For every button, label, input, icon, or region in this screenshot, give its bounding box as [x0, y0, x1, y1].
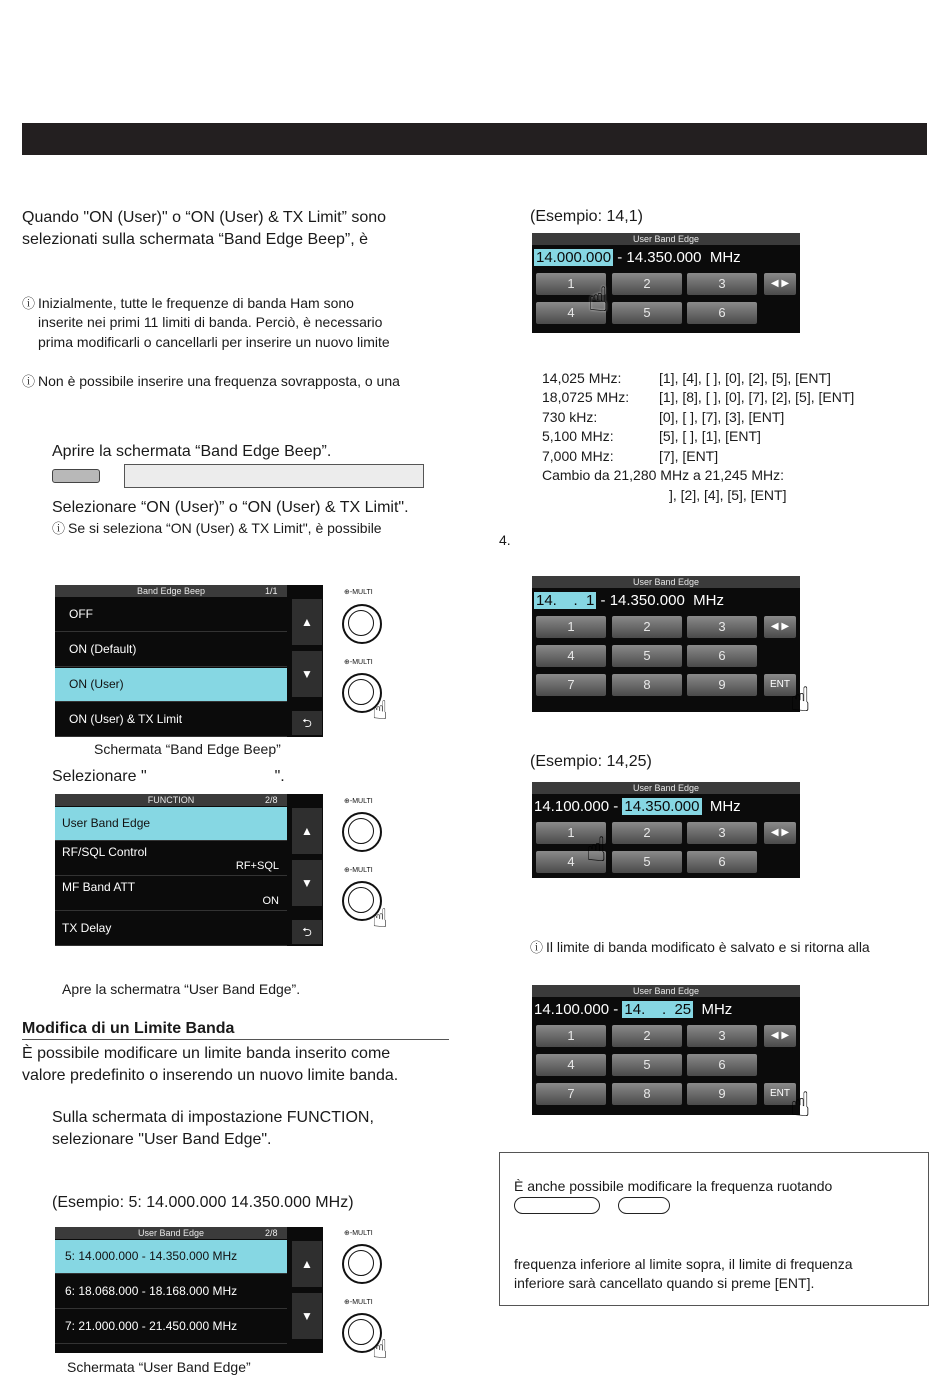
table-keys: [0], [ ], [7], [3], [ENT]	[659, 409, 785, 425]
hand-pointer-icon: ☝	[790, 1086, 811, 1124]
example-5: (Esempio: 5: 14.000.000 14.350.000 MHz)	[52, 1194, 354, 1211]
keypad-screen-2	[532, 576, 800, 712]
change-line: Cambio da 21,280 MHz a 21,245 MHz:	[542, 467, 785, 483]
multi-dial-icon	[342, 604, 382, 644]
key-9[interactable]: 9	[687, 1083, 757, 1105]
hand-pointer-icon: ☝	[790, 681, 811, 719]
multi-dial-icon	[342, 812, 382, 852]
function-screen	[55, 794, 323, 946]
step-1-text: Aprire la schermata “Band Edge Beep”.	[52, 443, 332, 460]
hand-pointer-icon: ☝	[372, 903, 388, 933]
multi-label: ⊕-MULTI	[344, 867, 373, 874]
multi-label: ⊕-MULTI	[344, 798, 373, 805]
intro-line-2: selezionati sulla schermata “Band Edge Beep”, è	[22, 231, 368, 248]
down-arrow-button[interactable]: ▼	[292, 1293, 322, 1339]
hand-pointer-icon: ☝	[586, 831, 607, 869]
table-keys: [1], [8], [ ], [0], [7], [2], [5], [ENT]	[659, 389, 855, 405]
section-p2: valore predefinito o inserendo un nuovo limite banda.	[22, 1067, 399, 1084]
path-box	[124, 464, 424, 488]
key-2[interactable]: 2	[612, 616, 682, 638]
page-indicator: 2/8	[265, 1228, 278, 1238]
caption-beep: Schermata “Band Edge Beep”	[94, 741, 281, 757]
multi-label: ⊕-MULTI	[344, 659, 373, 666]
hand-pointer-icon: ☝	[588, 281, 609, 319]
screen-title: User Band Edge	[532, 985, 800, 997]
table-keys: [7], [ENT]	[659, 448, 719, 464]
note-icon: ⓘ	[530, 940, 544, 955]
list-item[interactable]: TX Delay	[55, 912, 287, 946]
key-2[interactable]: 2	[612, 273, 682, 295]
caption-ube: Schermata “User Band Edge”	[67, 1359, 251, 1375]
key-6[interactable]: 6	[687, 851, 757, 873]
example-1: (Esempio: 14,1)	[530, 208, 643, 225]
list-item[interactable]: MF Band ATT ON	[55, 877, 287, 911]
hand-pointer-icon: ☝	[372, 1334, 388, 1364]
key-1[interactable]: 1	[536, 1025, 606, 1047]
list-item-selected[interactable]: User Band Edge	[55, 807, 287, 841]
key-5[interactable]: 5	[612, 851, 682, 873]
frequency-display: 14.000.000 - 14.350.000 MHz	[536, 249, 741, 266]
key-8[interactable]: 8	[612, 674, 682, 696]
list-item[interactable]: 6: 18.068.000 - 18.168.000 MHz	[55, 1275, 287, 1309]
key-6[interactable]: 6	[687, 302, 757, 324]
multi-label: ⊕-MULTI	[344, 1230, 373, 1237]
key-3[interactable]: 3	[687, 1025, 757, 1047]
left-right-key[interactable]: ◀ ▶	[764, 616, 796, 638]
list-item[interactable]: 7: 21.000.000 - 21.450.000 MHz	[55, 1310, 287, 1344]
screen-title: User Band Edge	[55, 1227, 287, 1239]
step-4: 4.	[499, 532, 511, 548]
frequency-display: 14. . 1 - 14.350.000 MHz	[536, 592, 724, 609]
table-keys: [5], [ ], [1], [ENT]	[659, 428, 761, 444]
user-band-edge-list-screen	[55, 1227, 323, 1353]
table-freq: 5,100 MHz:	[542, 428, 614, 444]
down-arrow-button[interactable]: ▼	[292, 860, 322, 906]
s-step1a: Sulla schermata di impostazione FUNCTION,	[52, 1109, 374, 1126]
screen-title: User Band Edge	[532, 782, 800, 794]
back-button[interactable]: ⮌	[292, 711, 322, 735]
multi-label: ⊕-MULTI	[344, 1299, 373, 1306]
list-item[interactable]: ON (User) & TX Limit	[55, 703, 287, 737]
key-3[interactable]: 3	[687, 616, 757, 638]
up-arrow-button[interactable]: ▲	[292, 808, 322, 854]
note-icon: ⓘ	[52, 521, 66, 536]
note1-line-2: inserite nei primi 11 limiti di banda. Perciò, è necessario	[38, 314, 383, 330]
key-2[interactable]: 2	[612, 822, 682, 844]
box-line-1: È anche possibile modificare la frequenza ruotando	[514, 1178, 833, 1194]
key-2[interactable]: 2	[612, 1025, 682, 1047]
ent-key[interactable]: ENT	[764, 674, 796, 696]
up-arrow-button[interactable]: ▲	[292, 599, 322, 645]
note1-line-3: prima modificarli o cancellarli per inserire un nuovo limite	[38, 334, 390, 350]
table-freq: 14,025 MHz:	[542, 370, 622, 386]
note2-line-1: Non è possibile inserire una frequenza sovrapposta, o una	[38, 373, 400, 389]
left-right-key[interactable]: ◀ ▶	[764, 273, 796, 295]
key-4[interactable]: 4	[536, 302, 606, 324]
list-item-selected[interactable]: 5: 14.000.000 - 14.350.000 MHz	[55, 1240, 287, 1274]
page-indicator: 1/1	[265, 586, 278, 596]
left-right-key[interactable]: ◀ ▶	[764, 822, 796, 844]
change-keys: ], [2], [4], [5], [ENT]	[669, 487, 787, 503]
back-button[interactable]: ⮌	[292, 920, 322, 944]
key-1[interactable]: 1	[536, 822, 606, 844]
section-p1: È possibile modificare un limite banda inserito come	[22, 1045, 391, 1062]
screen-title: User Band Edge	[532, 576, 800, 588]
key-1[interactable]: 1	[536, 273, 606, 295]
key-4[interactable]: 4	[536, 851, 606, 873]
table-keys: [1], [4], [ ], [0], [2], [5], [ENT]	[659, 370, 831, 386]
opens-line: Apre la schermatra “User Band Edge”.	[62, 981, 301, 997]
dial-button-icon	[618, 1197, 670, 1214]
note-saved: Il limite di banda modificato è salvato e si ritorna alla	[546, 939, 870, 955]
section-divider	[22, 1039, 449, 1040]
key-1[interactable]: 1	[536, 616, 606, 638]
band-edge-beep-screen	[55, 585, 323, 737]
key-7[interactable]: 7	[536, 1083, 606, 1105]
multi-label: ⊕-MULTI	[344, 589, 373, 596]
key-5[interactable]: 5	[612, 645, 682, 667]
section-title: Modifica di un Limite Banda	[22, 1020, 235, 1037]
frequency-display: 14.100.000 - 14.350.000 MHz	[534, 798, 741, 815]
step-2-text: Selezionare “ON (User)” o “ON (User) & TX Limit".	[52, 499, 409, 516]
key-4[interactable]: 4	[536, 645, 606, 667]
list-item[interactable]: RF/SQL Control RF+SQL	[55, 842, 287, 876]
table-freq: 18,0725 MHz:	[542, 389, 630, 405]
key-6[interactable]: 6	[687, 645, 757, 667]
intro-line-1: Quando "ON (User)" o “ON (User) & TX Limit” sono	[22, 209, 387, 226]
key-3[interactable]: 3	[687, 273, 757, 295]
screen-title: User Band Edge	[532, 233, 800, 245]
multi-dial-icon	[342, 1244, 382, 1284]
key-5[interactable]: 5	[612, 302, 682, 324]
key-7[interactable]: 7	[536, 674, 606, 696]
s-step1b: selezionare "User Band Edge".	[52, 1131, 272, 1148]
screen-title: Band Edge Beep	[55, 585, 287, 597]
list-item[interactable]: OFF	[55, 598, 287, 632]
note-icon: ⓘ	[22, 374, 36, 389]
table-freq: 7,000 MHz:	[542, 448, 614, 464]
keypad-screen-3	[532, 782, 800, 878]
left-right-key[interactable]: ◀ ▶	[764, 1025, 796, 1047]
keypad-screen-1	[532, 233, 800, 333]
table-freq: 730 kHz:	[542, 409, 598, 425]
key-6[interactable]: 6	[687, 1054, 757, 1076]
key-5[interactable]: 5	[612, 1054, 682, 1076]
hand-pointer-icon: ☝	[372, 695, 388, 725]
step-3-text: Selezionare " ".	[52, 768, 285, 785]
key-8[interactable]: 8	[612, 1083, 682, 1105]
up-arrow-button[interactable]: ▲	[292, 1241, 322, 1287]
note-icon: ⓘ	[22, 296, 36, 311]
ent-key[interactable]: ENT	[764, 1083, 796, 1105]
example-2: (Esempio: 14,25)	[530, 753, 652, 770]
box-line-2: frequenza inferiore al limite sopra, il limite di frequenza	[514, 1256, 853, 1272]
menu-button-icon	[52, 469, 100, 483]
down-arrow-button[interactable]: ▼	[292, 651, 322, 697]
screen-title: FUNCTION	[55, 794, 287, 806]
page-indicator: 2/8	[265, 795, 278, 805]
key-4[interactable]: 4	[536, 1054, 606, 1076]
list-item-selected[interactable]: ON (User)	[55, 668, 287, 702]
keypad-screen-4	[532, 985, 800, 1115]
key-3[interactable]: 3	[687, 822, 757, 844]
step-2-note: Se si seleziona “ON (User) & TX Limit", è possibile	[68, 520, 382, 536]
list-item[interactable]: ON (Default)	[55, 633, 287, 667]
frequency-display: 14.100.000 - 14. . 25 MHz	[534, 1001, 733, 1018]
note1-line-1: Inizialmente, tutte le frequenze di banda Ham sono	[38, 295, 354, 311]
box-line-3: inferiore sarà cancellato quando si preme [ENT].	[514, 1275, 815, 1291]
key-9[interactable]: 9	[687, 674, 757, 696]
dial-button-icon	[514, 1197, 600, 1214]
header-bar	[22, 123, 927, 155]
